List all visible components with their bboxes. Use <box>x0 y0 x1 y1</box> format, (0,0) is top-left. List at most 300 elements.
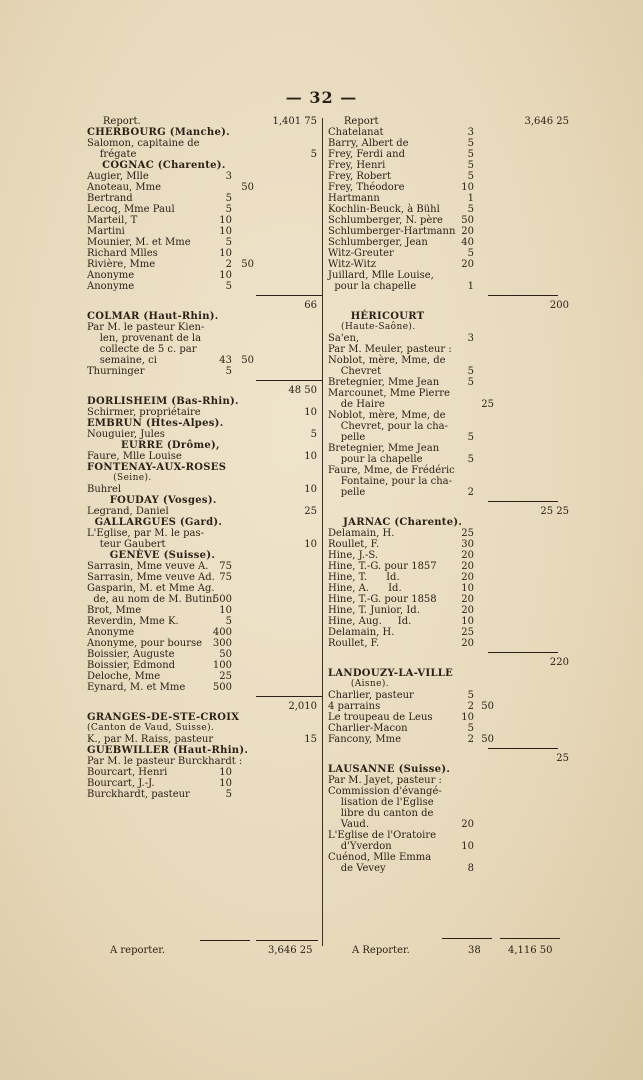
entry-row <box>328 377 558 388</box>
entry-text: LAUSANNE (Suisse). <box>328 764 451 775</box>
entry-text: Faure, Mlle Louise <box>87 451 182 462</box>
entry-text: len, provenant de la <box>87 333 202 344</box>
entry-text: Par M. le pasteur Burckhardt : <box>87 756 243 767</box>
entry-amount: 20 <box>461 572 474 583</box>
entry-text: Report. <box>87 116 141 127</box>
entry-text: Bretegnier, Mme Jean <box>328 443 440 454</box>
entry-cents: 25 <box>481 399 494 410</box>
entry-row <box>87 407 320 418</box>
entry-amount: 25 <box>219 671 232 682</box>
footer-right-total: 4,116 50 <box>508 945 553 956</box>
entry-text: Reverdin, Mme K. <box>87 616 179 627</box>
sum-rule <box>328 745 558 753</box>
entry-text: Frey, Robert <box>328 171 391 182</box>
entry-row <box>87 429 320 440</box>
entry-amount: 20 <box>461 226 474 237</box>
entry-text: Bertrand <box>87 193 133 204</box>
entry-amount: 2 <box>225 259 232 270</box>
entry-text: Thurninger <box>87 366 145 377</box>
entry-amount: 5 <box>225 616 232 627</box>
entry-text: Anonyme <box>87 281 135 292</box>
sum-rule-line <box>488 652 558 653</box>
entry-row <box>87 594 320 605</box>
entry-cents: 50 <box>241 182 254 193</box>
column-divider <box>322 118 323 946</box>
entry-row <box>87 451 320 462</box>
entry-row <box>87 701 320 712</box>
entry-text: de, au nom de M. Butini <box>87 594 216 605</box>
entry-amount: 500 <box>212 594 232 605</box>
entry-row <box>328 193 558 204</box>
entry-text: Witz-Greuter <box>328 248 394 259</box>
entry-text: Augier, Mlle <box>87 171 149 182</box>
entry-amount: 25 <box>461 528 474 539</box>
entry-text: Noblot, mère, Mme, de <box>328 355 446 366</box>
entry-row <box>328 841 558 852</box>
entry-text: Lecoq, Mme Paul <box>87 204 175 215</box>
footer-rule-left-b <box>256 940 318 941</box>
entry-amount: 5 <box>225 237 232 248</box>
entry-text: Hine, T. Id. <box>328 572 400 583</box>
entry-total: 10 <box>304 407 317 418</box>
entry-row <box>87 138 320 149</box>
entry-total: 2,010 <box>288 701 317 712</box>
entry-total: 66 <box>304 300 317 311</box>
entry-text: Gasparin, M. et Mme Ag. <box>87 583 215 594</box>
entry-amount: 2 <box>467 487 474 498</box>
entry-text: Delamain, H. <box>328 627 395 638</box>
footer-right <box>352 945 562 956</box>
section-heading <box>87 418 320 429</box>
entry-text: Faure, Mme, de Frédéric <box>328 465 455 476</box>
entry-amount: 10 <box>461 616 474 627</box>
footer-left-total: 3,646 25 <box>268 945 313 956</box>
section-heading <box>87 127 320 138</box>
entry-row <box>328 226 558 237</box>
entry-total: 3,646 25 <box>524 116 569 127</box>
entry-text: Bourcart, J.-J. <box>87 778 155 789</box>
entry-total: 200 <box>549 300 569 311</box>
entry-text: Hine, T.-G. pour 1857 <box>328 561 437 572</box>
entry-row <box>328 627 558 638</box>
entry-row <box>328 583 558 594</box>
entry-amount: 5 <box>467 454 474 465</box>
entry-amount: 10 <box>219 270 232 281</box>
entry-amount: 10 <box>461 182 474 193</box>
entry-text: Commission d'évangé- <box>328 786 442 797</box>
entry-row <box>328 506 569 517</box>
section-heading <box>87 745 320 756</box>
entry-text: (Aisne). <box>328 679 390 689</box>
entry-text: (Seine). <box>87 473 152 483</box>
entry-row <box>328 248 558 259</box>
entry-row <box>87 226 320 237</box>
entry-text: (Haute-Saône). <box>328 322 416 332</box>
entry-amount: 10 <box>219 605 232 616</box>
entry-amount: 75 <box>219 561 232 572</box>
entry-text: de Vevey <box>328 863 386 874</box>
entry-amount: 5 <box>467 432 474 443</box>
entry-amount: 1 <box>467 193 474 204</box>
entry-row <box>87 270 320 281</box>
entry-text: de Haire <box>328 399 385 410</box>
entry-text: EURRE (Drôme), <box>87 440 220 451</box>
entry-text: Hine, Aug. Id. <box>328 616 412 627</box>
entry-text: HÉRICOURT <box>328 311 425 322</box>
entry-total: 10 <box>304 484 317 495</box>
entry-total: 220 <box>549 657 569 668</box>
entry-amount: 5 <box>467 138 474 149</box>
entry-amount: 75 <box>219 572 232 583</box>
entry-amount: 20 <box>461 819 474 830</box>
entry-text: COGNAC (Charente). <box>87 160 226 171</box>
entry-text: JARNAC (Charente). <box>328 517 463 528</box>
entry-row <box>328 476 558 487</box>
entry-text: Hine, T.-G. pour 1858 <box>328 594 437 605</box>
section-heading <box>87 396 320 407</box>
entry-amount: 20 <box>461 605 474 616</box>
entry-amount: 5 <box>225 204 232 215</box>
entry-text: Sa'en, <box>328 333 360 344</box>
entry-row <box>328 561 558 572</box>
sum-rule-line <box>488 295 558 296</box>
footer-rule-right-b <box>500 938 560 939</box>
entry-amount: 5 <box>467 366 474 377</box>
entry-text: Boissier, Auguste <box>87 649 175 660</box>
entry-text: Chevret <box>328 366 382 377</box>
entry-row <box>328 171 558 182</box>
entry-text: lisation de l'Eglise <box>328 797 434 808</box>
entry-row <box>328 852 558 863</box>
entry-row <box>87 215 320 226</box>
entry-amount: 400 <box>212 627 232 638</box>
entry-row <box>87 660 320 671</box>
entry-row <box>87 355 320 366</box>
entry-row <box>328 594 558 605</box>
entry-text: Vaud. <box>328 819 370 830</box>
entry-cents: 50 <box>241 259 254 270</box>
entry-row <box>328 160 558 171</box>
entry-row <box>328 701 558 712</box>
entry-text: pour la chapelle <box>328 281 417 292</box>
entry-text: Le troupeau de Leus <box>328 712 433 723</box>
footer-left <box>110 945 320 956</box>
entry-text: Deloche, Mme <box>87 671 161 682</box>
entry-row <box>328 753 569 764</box>
entry-amount: 10 <box>461 583 474 594</box>
entry-amount: 5 <box>467 723 474 734</box>
entry-text: Cuénod, Mlle Emma <box>328 852 432 863</box>
entry-text: Juillard, Mlle Louise, <box>328 270 434 281</box>
entry-text: Delamain, H. <box>328 528 395 539</box>
footer-right-label: A Reporter. <box>352 945 410 956</box>
entry-total: 25 <box>304 506 317 517</box>
entry-text: Legrand, Daniel <box>87 506 169 517</box>
entry-row <box>328 300 569 311</box>
entry-text: Kochlin-Beuck, à Bühl <box>328 204 440 215</box>
entry-text: Anoteau, Mme <box>87 182 162 193</box>
entry-text: Schlumberger-Hartmann <box>328 226 456 237</box>
entry-text: Marcounet, Mme Pierre <box>328 388 450 399</box>
entry-text: pelle <box>328 432 366 443</box>
entry-row <box>328 443 558 454</box>
entry-row <box>328 355 558 366</box>
entry-text: semaine, ci <box>87 355 157 366</box>
entry-row <box>87 649 320 660</box>
entry-amount: 10 <box>219 215 232 226</box>
entry-text: Roullet, F. <box>328 539 380 550</box>
entry-amount: 300 <box>212 638 232 649</box>
entry-row <box>328 432 558 443</box>
entry-row <box>328 638 558 649</box>
entry-text: Charlier, pasteur <box>328 690 414 701</box>
entry-text: Noblot, mère, Mme, de <box>328 410 446 421</box>
entry-row <box>87 333 320 344</box>
footer-right-subtotal: 38 <box>468 945 481 956</box>
section-heading <box>87 160 320 171</box>
entry-row <box>328 528 558 539</box>
entry-total: 5 <box>310 149 317 160</box>
entry-text: Burckhardt, pasteur <box>87 789 190 800</box>
entry-text: pelle <box>328 487 366 498</box>
entry-amount: 40 <box>461 237 474 248</box>
entry-total: 10 <box>304 451 317 462</box>
entry-amount: 50 <box>219 649 232 660</box>
entry-amount: 500 <box>212 682 232 693</box>
entry-row <box>328 149 558 160</box>
entry-text: libre du canton de <box>328 808 434 819</box>
entry-row <box>328 270 558 281</box>
entry-amount: 43 <box>219 355 232 366</box>
entry-row <box>87 627 320 638</box>
entry-row <box>87 322 320 333</box>
entry-amount: 20 <box>461 259 474 270</box>
entry-row <box>328 830 558 841</box>
section-heading <box>87 517 320 528</box>
section-subheading <box>87 473 320 484</box>
entry-text: Bretegnier, Mme Jean <box>328 377 440 388</box>
entry-amount: 5 <box>467 171 474 182</box>
entry-text: GALLARGUES (Gard). <box>87 517 223 528</box>
entry-amount: 10 <box>219 226 232 237</box>
entry-text: Hine, A. Id. <box>328 583 402 594</box>
entry-row <box>328 734 558 745</box>
entry-amount: 5 <box>467 377 474 388</box>
entry-text: Anonyme, pour bourse <box>87 638 203 649</box>
entry-total: 25 <box>556 753 569 764</box>
entry-amount: 10 <box>461 841 474 852</box>
entry-row <box>328 797 558 808</box>
footer-rule-left-a <box>200 940 250 941</box>
entry-amount: 20 <box>461 594 474 605</box>
entry-text: FOUDAY (Vosges). <box>87 495 217 506</box>
entry-row <box>87 366 320 377</box>
entry-row <box>87 171 320 182</box>
entry-amount: 5 <box>467 160 474 171</box>
entry-row <box>328 333 558 344</box>
entry-text: teur Gaubert <box>87 539 166 550</box>
entry-text: COLMAR (Haut-Rhin). <box>87 311 219 322</box>
entry-row <box>328 281 558 292</box>
entry-row <box>87 149 320 160</box>
entry-amount: 3 <box>467 127 474 138</box>
entry-row <box>87 616 320 627</box>
entry-row <box>87 300 320 311</box>
entry-row <box>87 528 320 539</box>
sum-rule-line <box>488 748 558 749</box>
entry-text: Anonyme <box>87 627 135 638</box>
entry-text: Sarrasin, Mme veuve A. <box>87 561 209 572</box>
entry-row <box>328 487 558 498</box>
section-heading <box>328 764 558 775</box>
entry-row <box>87 539 320 550</box>
entry-total: 5 <box>310 429 317 440</box>
entry-row <box>328 204 558 215</box>
entry-total: 10 <box>304 539 317 550</box>
entry-amount: 3 <box>225 171 232 182</box>
entry-amount: 100 <box>212 660 232 671</box>
entry-total: 48 50 <box>288 385 317 396</box>
entry-cents: 50 <box>241 355 254 366</box>
entry-row <box>328 863 558 874</box>
entry-text: Fontaine, pour la cha- <box>328 476 453 487</box>
entry-row <box>87 778 320 789</box>
entry-amount: 8 <box>467 863 474 874</box>
entry-text: Bourcart, Henri <box>87 767 168 778</box>
sum-rule-line <box>488 501 558 502</box>
entry-row <box>87 734 320 745</box>
entry-row <box>87 682 320 693</box>
entry-row <box>328 539 558 550</box>
entry-total: 15 <box>304 734 317 745</box>
entry-text: frégate <box>87 149 137 160</box>
entry-amount: 5 <box>225 366 232 377</box>
entry-row <box>328 344 558 355</box>
entry-row <box>328 723 558 734</box>
entry-amount: 2 <box>467 734 474 745</box>
entry-row <box>328 410 558 421</box>
entry-text: L'Eglise de l'Oratoire <box>328 830 437 841</box>
entry-text: Report <box>328 116 379 127</box>
entry-row <box>328 215 558 226</box>
section-heading <box>87 495 320 506</box>
entry-amount: 2 <box>467 701 474 712</box>
entry-row <box>328 465 558 476</box>
entry-text: Boissier, Edmond <box>87 660 176 671</box>
sum-rule-line <box>256 380 322 381</box>
entry-row <box>328 808 558 819</box>
entry-text: Mounier, M. et Mme <box>87 237 191 248</box>
entry-amount: 5 <box>467 204 474 215</box>
entry-text: Schlumberger, N. père <box>328 215 443 226</box>
entry-amount: 30 <box>461 539 474 550</box>
entry-row <box>87 756 320 767</box>
entry-amount: 5 <box>225 789 232 800</box>
entry-row <box>328 366 558 377</box>
entry-text: Brot, Mme <box>87 605 142 616</box>
entry-text: GRANGES-DE-STE-CROIX <box>87 712 240 723</box>
sum-rule <box>87 292 320 300</box>
entry-row <box>87 116 320 127</box>
section-heading <box>87 311 320 322</box>
entry-row <box>328 690 558 701</box>
entry-row <box>328 182 558 193</box>
entry-text: FONTENAY-AUX-ROSES <box>87 462 227 473</box>
entry-row <box>87 638 320 649</box>
entry-row <box>87 385 320 396</box>
entry-amount: 20 <box>461 638 474 649</box>
section-subheading <box>87 723 320 734</box>
entry-text: GENÈVE (Suisse). <box>87 550 216 561</box>
entry-amount: 10 <box>219 248 232 259</box>
entry-text: Chevret, pour la cha- <box>328 421 448 432</box>
entry-row <box>87 259 320 270</box>
entry-text: Schirmer, propriétaire <box>87 407 201 418</box>
entry-text: Nouguier, Jules <box>87 429 165 440</box>
entry-text: Anonyme <box>87 270 135 281</box>
sum-rule-line <box>256 696 322 697</box>
entry-text: collecte de 5 c. par <box>87 344 197 355</box>
entry-amount: 10 <box>219 767 232 778</box>
entry-text: Par M. Jayet, pasteur : <box>328 775 442 786</box>
section-heading <box>328 311 558 322</box>
entry-row <box>87 561 320 572</box>
entry-row <box>328 712 558 723</box>
entry-row <box>87 344 320 355</box>
entry-text: Eynard, M. et Mme <box>87 682 186 693</box>
entry-amount: 10 <box>461 712 474 723</box>
entry-row <box>87 506 320 517</box>
entry-row <box>328 116 569 127</box>
entry-row <box>328 388 558 399</box>
entry-text: d'Yverdon <box>328 841 392 852</box>
entry-text: Par M. Meuler, pasteur : <box>328 344 452 355</box>
entry-amount: 20 <box>461 561 474 572</box>
entry-text: Fancony, Mme <box>328 734 402 745</box>
sum-rule <box>328 498 558 506</box>
entry-text: Hine, J.-S. <box>328 550 379 561</box>
sum-rule <box>328 649 558 657</box>
entry-text: DORLISHEIM (Bas-Rhin). <box>87 396 239 407</box>
entry-row <box>328 237 558 248</box>
entry-row <box>328 657 569 668</box>
entry-text: (Canton de Vaud, Suisse). <box>87 723 215 733</box>
entry-text: Rivière, Mme <box>87 259 156 270</box>
entry-text: Hartmann <box>328 193 380 204</box>
entry-text: Martini <box>87 226 125 237</box>
section-heading <box>328 668 558 679</box>
sum-rule-line <box>256 295 322 296</box>
section-subheading <box>328 322 558 333</box>
entry-text: 4 parrains <box>328 701 381 712</box>
entry-row <box>328 138 558 149</box>
sum-rule <box>87 693 320 701</box>
entry-row <box>87 237 320 248</box>
entry-cents: 50 <box>481 734 494 745</box>
entry-text: Richard Mlles <box>87 248 158 259</box>
entry-row <box>87 572 320 583</box>
entry-text: Chatelanat <box>328 127 384 138</box>
entry-text: CHERBOURG (Manche). <box>87 127 230 138</box>
entry-row <box>328 454 558 465</box>
page-number: — 32 — <box>285 88 358 107</box>
section-heading <box>87 550 320 561</box>
entry-row <box>87 193 320 204</box>
entry-text: Witz-Witz <box>328 259 377 270</box>
entry-amount: 10 <box>219 778 232 789</box>
entry-row <box>328 550 558 561</box>
entry-row <box>328 775 558 786</box>
